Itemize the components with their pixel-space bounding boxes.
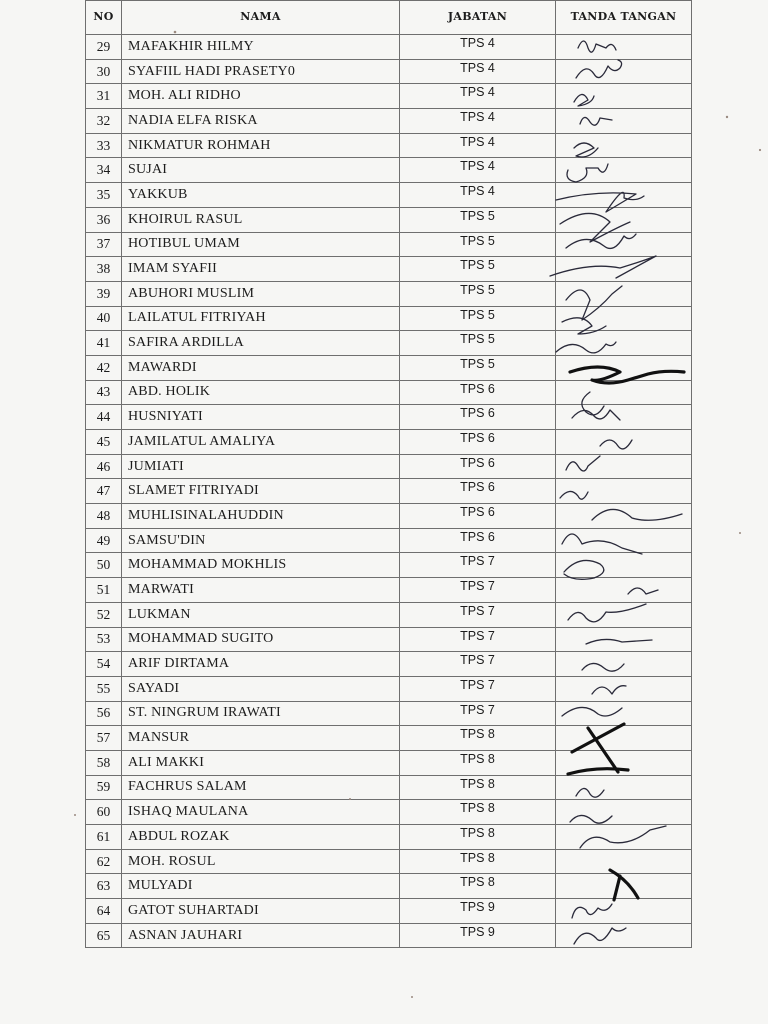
row-jabatan: TPS 8 <box>400 800 556 825</box>
row-jabatan: TPS 6 <box>400 405 556 430</box>
row-signature-cell <box>556 578 692 603</box>
row-signature-cell <box>556 257 692 282</box>
row-number: 63 <box>86 874 122 899</box>
row-nama: JUMIATI <box>122 454 400 479</box>
row-jabatan: TPS 5 <box>400 207 556 232</box>
row-nama: ABUHORI MUSLIM <box>122 281 400 306</box>
header-tanda-tangan: TANDA TANGAN <box>556 1 692 35</box>
row-signature-cell <box>556 430 692 455</box>
row-jabatan: TPS 4 <box>400 84 556 109</box>
row-number: 42 <box>86 355 122 380</box>
row-number: 41 <box>86 331 122 356</box>
table-row <box>86 109 692 134</box>
table-row <box>86 652 692 677</box>
row-nama: SAFIRA ARDILLA <box>122 331 400 356</box>
table-row <box>86 430 692 455</box>
row-number: 46 <box>86 454 122 479</box>
row-signature-cell <box>556 281 692 306</box>
row-jabatan: TPS 7 <box>400 578 556 603</box>
row-nama: ASNAN JAUHARI <box>122 923 400 948</box>
header-no: NO <box>86 1 122 35</box>
header-jabatan: JABATAN <box>400 1 556 35</box>
row-signature-cell <box>556 800 692 825</box>
row-signature-cell <box>556 504 692 529</box>
table-row <box>86 35 692 60</box>
row-nama: ISHAQ MAULANA <box>122 800 400 825</box>
row-jabatan: TPS 8 <box>400 874 556 899</box>
table-row <box>86 923 692 948</box>
row-nama: ABDUL ROZAK <box>122 825 400 850</box>
table-row <box>86 750 692 775</box>
table-row <box>86 133 692 158</box>
row-number: 53 <box>86 627 122 652</box>
row-signature-cell <box>556 84 692 109</box>
row-nama: GATOT SUHARTADI <box>122 899 400 924</box>
row-nama: IMAM SYAFII <box>122 257 400 282</box>
row-nama: LUKMAN <box>122 602 400 627</box>
row-number: 52 <box>86 602 122 627</box>
row-signature-cell <box>556 726 692 751</box>
table-row <box>86 84 692 109</box>
row-nama: HUSNIYATI <box>122 405 400 430</box>
row-jabatan: TPS 8 <box>400 825 556 850</box>
row-number: 34 <box>86 158 122 183</box>
row-jabatan: TPS 7 <box>400 701 556 726</box>
row-signature-cell <box>556 479 692 504</box>
row-number: 58 <box>86 750 122 775</box>
row-nama: LAILATUL FITRIYAH <box>122 306 400 331</box>
row-number: 48 <box>86 504 122 529</box>
row-number: 45 <box>86 430 122 455</box>
row-nama: MOHAMMAD SUGITO <box>122 627 400 652</box>
row-nama: SAYADI <box>122 676 400 701</box>
row-jabatan: TPS 5 <box>400 306 556 331</box>
row-number: 47 <box>86 479 122 504</box>
row-number: 50 <box>86 553 122 578</box>
table-row <box>86 281 692 306</box>
row-signature-cell <box>556 750 692 775</box>
row-jabatan: TPS 4 <box>400 133 556 158</box>
table-row <box>86 405 692 430</box>
row-nama: MOH. ALI RIDHO <box>122 84 400 109</box>
row-jabatan: TPS 7 <box>400 676 556 701</box>
row-signature-cell <box>556 109 692 134</box>
row-number: 56 <box>86 701 122 726</box>
row-nama: ST. NINGRUM IRAWATI <box>122 701 400 726</box>
row-signature-cell <box>556 676 692 701</box>
row-signature-cell <box>556 627 692 652</box>
table-row <box>86 257 692 282</box>
row-jabatan: TPS 7 <box>400 652 556 677</box>
row-signature-cell <box>556 380 692 405</box>
row-jabatan: TPS 7 <box>400 553 556 578</box>
row-nama: MOHAMMAD MOKHLIS <box>122 553 400 578</box>
row-signature-cell <box>556 874 692 899</box>
row-number: 36 <box>86 207 122 232</box>
row-number: 64 <box>86 899 122 924</box>
row-nama: SYAFIIL HADI PRASETY0 <box>122 59 400 84</box>
row-number: 62 <box>86 849 122 874</box>
attendance-sheet <box>85 0 691 948</box>
row-number: 31 <box>86 84 122 109</box>
row-jabatan: TPS 5 <box>400 281 556 306</box>
row-nama: SUJAI <box>122 158 400 183</box>
table-row <box>86 726 692 751</box>
signature-table <box>85 0 692 948</box>
row-signature-cell <box>556 602 692 627</box>
row-number: 33 <box>86 133 122 158</box>
row-signature-cell <box>556 355 692 380</box>
table-row <box>86 701 692 726</box>
table-row <box>86 775 692 800</box>
row-jabatan: TPS 6 <box>400 430 556 455</box>
row-signature-cell <box>556 405 692 430</box>
table-row <box>86 899 692 924</box>
row-signature-cell <box>556 923 692 948</box>
row-nama: ABD. HOLIK <box>122 380 400 405</box>
row-jabatan: TPS 5 <box>400 257 556 282</box>
table-row <box>86 232 692 257</box>
row-signature-cell <box>556 158 692 183</box>
row-jabatan: TPS 8 <box>400 750 556 775</box>
row-number: 38 <box>86 257 122 282</box>
row-jabatan: TPS 8 <box>400 849 556 874</box>
table-row <box>86 355 692 380</box>
row-nama: MARWATI <box>122 578 400 603</box>
row-number: 60 <box>86 800 122 825</box>
row-signature-cell <box>556 133 692 158</box>
table-row <box>86 380 692 405</box>
header-nama: NAMA <box>122 1 400 35</box>
table-row <box>86 528 692 553</box>
row-number: 51 <box>86 578 122 603</box>
table-row <box>86 479 692 504</box>
row-signature-cell <box>556 454 692 479</box>
table-row <box>86 602 692 627</box>
row-jabatan: TPS 7 <box>400 602 556 627</box>
row-signature-cell <box>556 331 692 356</box>
table-row <box>86 158 692 183</box>
row-nama: HOTIBUL UMAM <box>122 232 400 257</box>
row-signature-cell <box>556 35 692 60</box>
row-number: 61 <box>86 825 122 850</box>
row-number: 59 <box>86 775 122 800</box>
row-jabatan: TPS 6 <box>400 479 556 504</box>
table-row <box>86 207 692 232</box>
row-number: 44 <box>86 405 122 430</box>
row-nama: MULYADI <box>122 874 400 899</box>
row-jabatan: TPS 9 <box>400 899 556 924</box>
table-row <box>86 454 692 479</box>
table-row <box>86 578 692 603</box>
row-signature-cell <box>556 59 692 84</box>
table-row <box>86 825 692 850</box>
table-row <box>86 59 692 84</box>
table-row <box>86 331 692 356</box>
row-nama: ARIF DIRTAMA <box>122 652 400 677</box>
row-nama: NADIA ELFA RISKA <box>122 109 400 134</box>
table-row <box>86 627 692 652</box>
row-signature-cell <box>556 775 692 800</box>
row-jabatan: TPS 5 <box>400 331 556 356</box>
table-body <box>86 35 692 948</box>
row-nama: MANSUR <box>122 726 400 751</box>
table-row <box>86 849 692 874</box>
row-nama: FACHRUS SALAM <box>122 775 400 800</box>
row-signature-cell <box>556 825 692 850</box>
row-number: 57 <box>86 726 122 751</box>
row-nama: SLAMET FITRIYADI <box>122 479 400 504</box>
table-row <box>86 183 692 208</box>
row-signature-cell <box>556 528 692 553</box>
row-jabatan: TPS 6 <box>400 380 556 405</box>
row-jabatan: TPS 8 <box>400 726 556 751</box>
row-signature-cell <box>556 652 692 677</box>
table-header <box>86 1 692 35</box>
row-number: 32 <box>86 109 122 134</box>
table-row <box>86 504 692 529</box>
row-signature-cell <box>556 232 692 257</box>
table-row <box>86 306 692 331</box>
row-number: 39 <box>86 281 122 306</box>
row-jabatan: TPS 6 <box>400 528 556 553</box>
row-jabatan: TPS 9 <box>400 923 556 948</box>
row-jabatan: TPS 5 <box>400 355 556 380</box>
row-signature-cell <box>556 553 692 578</box>
row-signature-cell <box>556 849 692 874</box>
row-jabatan: TPS 4 <box>400 183 556 208</box>
row-jabatan: TPS 7 <box>400 627 556 652</box>
row-signature-cell <box>556 899 692 924</box>
row-number: 54 <box>86 652 122 677</box>
table-row <box>86 874 692 899</box>
row-nama: SAMSU'DIN <box>122 528 400 553</box>
row-nama: KHOIRUL RASUL <box>122 207 400 232</box>
row-number: 43 <box>86 380 122 405</box>
row-jabatan: TPS 5 <box>400 232 556 257</box>
row-nama: ALI MAKKI <box>122 750 400 775</box>
row-jabatan: TPS 6 <box>400 454 556 479</box>
row-jabatan: TPS 4 <box>400 158 556 183</box>
row-nama: YAKKUB <box>122 183 400 208</box>
row-nama: MAWARDI <box>122 355 400 380</box>
row-number: 37 <box>86 232 122 257</box>
row-number: 65 <box>86 923 122 948</box>
table-row <box>86 676 692 701</box>
table-row <box>86 800 692 825</box>
row-jabatan: TPS 4 <box>400 59 556 84</box>
row-nama: JAMILATUL AMALIYA <box>122 430 400 455</box>
row-nama: MUHLISINALAHUDDIN <box>122 504 400 529</box>
table-row <box>86 553 692 578</box>
row-nama: NIKMATUR ROHMAH <box>122 133 400 158</box>
row-signature-cell <box>556 207 692 232</box>
row-nama: MOH. ROSUL <box>122 849 400 874</box>
row-jabatan: TPS 4 <box>400 35 556 60</box>
row-number: 40 <box>86 306 122 331</box>
row-jabatan: TPS 8 <box>400 775 556 800</box>
row-nama: MAFAKHIR HILMY <box>122 35 400 60</box>
row-jabatan: TPS 4 <box>400 109 556 134</box>
row-number: 35 <box>86 183 122 208</box>
row-jabatan: TPS 6 <box>400 504 556 529</box>
row-signature-cell <box>556 701 692 726</box>
row-signature-cell <box>556 306 692 331</box>
row-number: 55 <box>86 676 122 701</box>
row-number: 29 <box>86 35 122 60</box>
row-number: 49 <box>86 528 122 553</box>
row-number: 30 <box>86 59 122 84</box>
row-signature-cell <box>556 183 692 208</box>
